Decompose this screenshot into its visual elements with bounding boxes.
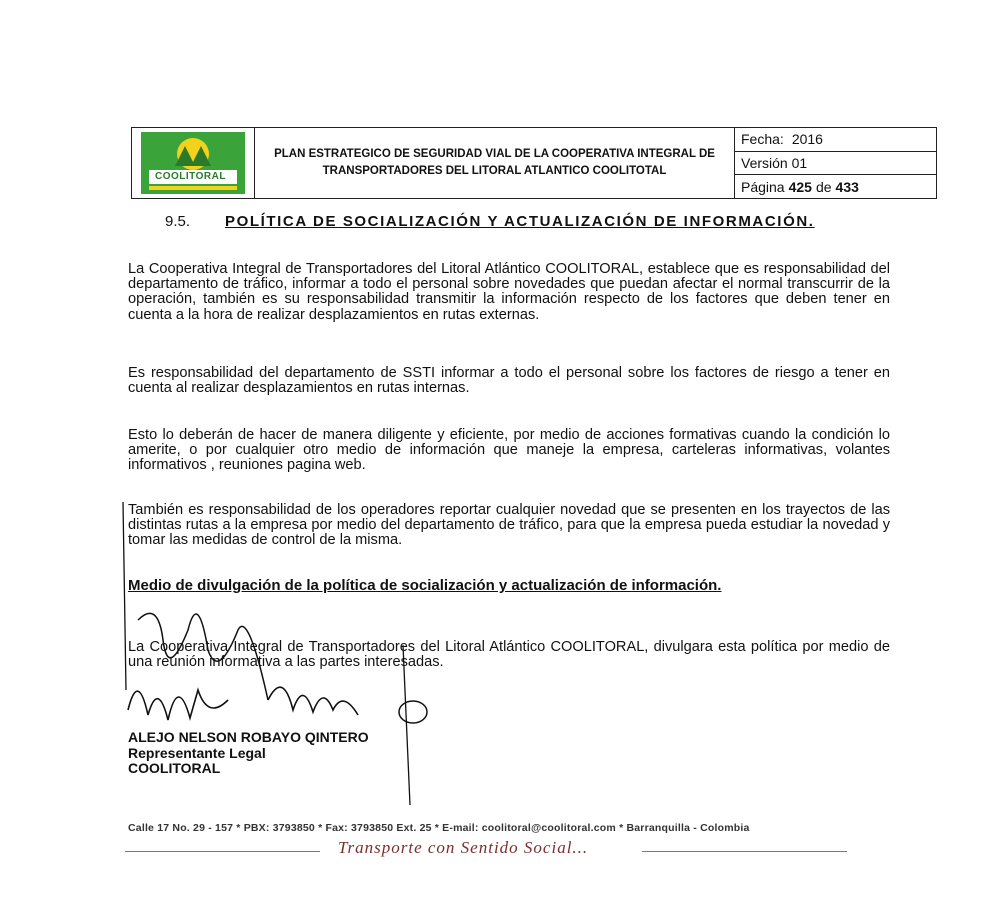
paragraph-1: La Cooperativa Integral de Transportadores del Litoral Atlántico COOLITORAL, establece que es responsabilidad del departamento de tráfico, informar a todo el personal sobre novedades que puedan afectar el normal transcurrir de la operación, también es su responsabilidad transmitir la información respecto de los factores que deben tener en cuenta a la hora de realizar desplazamientos en rutas externas. [128, 261, 890, 323]
logo-cell [132, 128, 255, 198]
section-number: 9.5. [165, 213, 191, 230]
pagina-number: 425 [788, 178, 812, 195]
footer-line-right [642, 851, 847, 852]
document-header [131, 127, 937, 199]
coolitoral-logo [141, 132, 245, 194]
section-heading [165, 214, 890, 230]
signer-role: Representante Legal [128, 744, 266, 761]
signer-block [128, 730, 369, 777]
footer-line-left [125, 851, 320, 852]
pagina-row [735, 175, 936, 198]
pagina-de: de [815, 178, 832, 195]
version-row [735, 152, 936, 176]
pagina-total: 433 [835, 178, 859, 195]
subsection-paragraph: La Cooperativa Integral de Transportadores del Litoral Atlántico COOLITORAL, divulgara esta política por medio de una reunión informativa a las partes interesadas. [128, 639, 890, 671]
paragraph-3: Esto lo deberán de hacer de manera diligente y eficiente, por medio de acciones formativas cuando la condición lo amerite, o por cualquier otro medio de información que maneje la empresa, carteleras informativas, volantes informativos , reuniones pagina web. [128, 427, 890, 474]
paragraph-4: También es responsabilidad de los operadores reportar cualquier novedad que se presenten en los trayectos de las distintas rutas a la empresa por medio del departamento de tráfico, para que la empresa pueda estudiar la novedad y tomar las medidas de control de la misma. [128, 502, 890, 549]
paragraph-2: Es responsabilidad del departamento de SSTI informar a todo el personal sobre los factores de riesgo a tener en cuenta al realizar desplazamientos en rutas internas. [128, 365, 890, 397]
fecha-label: Fecha: [741, 131, 784, 148]
section-title: POLÍTICA DE SOCIALIZACIÓN Y ACTUALIZACIÓN DE INFORMACIÓN. [225, 213, 815, 230]
logo-text: COOLITORAL [155, 171, 226, 182]
signer-org: COOLITORAL [128, 760, 221, 776]
fecha-value: 2016 [791, 131, 823, 148]
document-meta [735, 128, 936, 198]
version-label: Versión 01 [741, 155, 808, 171]
signer-name: ALEJO NELSON ROBAYO QINTERO [128, 729, 369, 745]
footer-slogan: Transporte con Sentido Social... [338, 838, 589, 857]
document-title: PLAN ESTRATEGICO DE SEGURIDAD VIAL DE LA COOPERATIVA INTEGRAL DE TRANSPORTADORES DEL LITORAL ATLANTICO COOLITOTAL [255, 128, 735, 198]
subsection-heading: Medio de divulgación de la política de socialización y actualización de información. [128, 577, 722, 594]
pagina-label: Página [741, 178, 785, 195]
footer-address: Calle 17 No. 29 - 157 * PBX: 3793850 * Fax: 3793850 Ext. 25 * E-mail: coolitoral@coolitoral.com * Barranquilla - Colombia [128, 822, 750, 834]
fecha-row [735, 128, 936, 152]
